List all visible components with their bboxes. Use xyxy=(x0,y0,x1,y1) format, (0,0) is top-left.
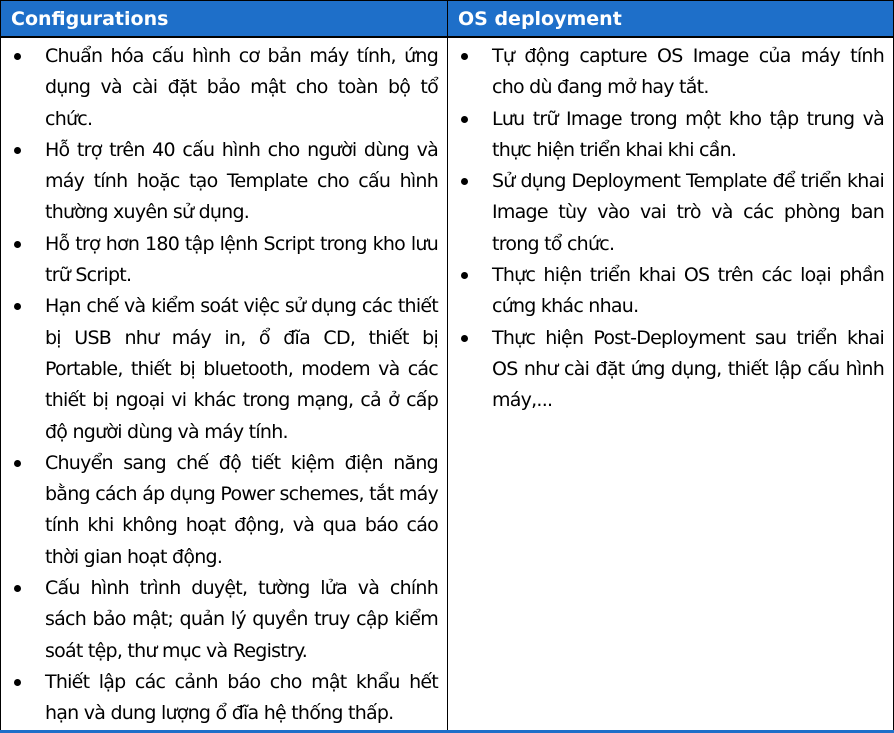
list-item xyxy=(1,448,438,573)
content-row xyxy=(1,37,894,731)
list-item xyxy=(1,135,438,229)
bullet-icon xyxy=(14,241,21,248)
header-row xyxy=(1,1,894,38)
bullet-icon xyxy=(461,53,468,60)
list-item-text: Sử dụng Deployment Template để triển khai Image tùy vào vai trò và các phòng ban trong tổ chức. xyxy=(492,170,884,255)
list-item-text: Cấu hình trình duyệt, tường lửa và chính sách bảo mật; quản lý quyền truy cập kiểm soát tệp, thư mục và Registry. xyxy=(45,577,438,662)
list-item-text: Thiết lập các cảnh báo cho mật khẩu hết hạn và dung lượng ổ đĩa hệ thống thấp. xyxy=(45,670,438,725)
list-item-text: Thực hiện triển khai OS trên các loại phần cứng khác nhau. xyxy=(492,264,884,318)
bullet-icon xyxy=(14,460,21,467)
configurations-cell xyxy=(1,37,448,731)
os-deployment-list xyxy=(448,41,884,417)
list-item xyxy=(448,323,884,417)
list-item xyxy=(1,41,438,135)
configurations-header: Configurations xyxy=(1,1,448,38)
list-item xyxy=(448,104,884,167)
list-item xyxy=(1,291,438,447)
list-item-text: Lưu trữ Image trong một kho tập trung và thực hiện triển khai khi cần. xyxy=(492,107,884,161)
list-item-text: Hạn chế và kiểm soát việc sử dụng các thiết bị USB như máy in, ổ đĩa CD, thiết bị Portable, thiết bị bluetooth, modem và các thiết bị ngoại vi khác trong mạng, cả ở cấp độ người dùng và máy tính. xyxy=(45,295,438,443)
bullet-icon xyxy=(14,53,21,60)
bullet-icon xyxy=(461,116,468,123)
os-deployment-header: OS deployment xyxy=(448,1,894,38)
bullet-icon xyxy=(14,585,21,592)
configurations-list xyxy=(1,41,438,730)
list-item xyxy=(1,667,438,730)
list-item-text: Chuẩn hóa cấu hình cơ bản máy tính, ứng dụng và cài đặt bảo mật cho toàn bộ tổ chức. xyxy=(45,45,438,130)
list-item xyxy=(448,166,884,260)
list-item-text: Hỗ trợ trên 40 cấu hình cho người dùng và máy tính hoặc tạo Template cho cấu hình thường xuyên sử dụng. xyxy=(45,138,438,224)
list-item-text: Thực hiện Post-Deployment sau triển khai OS như cài đặt ứng dụng, thiết lập cấu hình máy,... xyxy=(492,326,884,412)
list-item xyxy=(448,41,884,104)
list-item-text: Tự động capture OS Image của máy tính cho dù đang mở hay tắt. xyxy=(492,45,884,99)
list-item-text: Chuyển sang chế độ tiết kiệm điện năng bằng cách áp dụng Power schemes, tắt máy tính khi không hoạt động, và qua báo cáo thời gian hoạt động. xyxy=(45,451,438,568)
bullet-icon xyxy=(14,303,21,310)
bullet-icon xyxy=(461,272,468,279)
list-item-text: Hỗ trợ hơn 180 tập lệnh Script trong kho lưu trữ Script. xyxy=(45,232,438,287)
bullet-icon xyxy=(461,178,468,185)
bullet-icon xyxy=(14,679,21,686)
bullet-icon xyxy=(461,335,468,342)
list-item xyxy=(1,573,438,667)
bullet-icon xyxy=(14,147,21,154)
list-item xyxy=(1,229,438,292)
os-deployment-cell xyxy=(448,37,894,731)
list-item xyxy=(448,260,884,323)
